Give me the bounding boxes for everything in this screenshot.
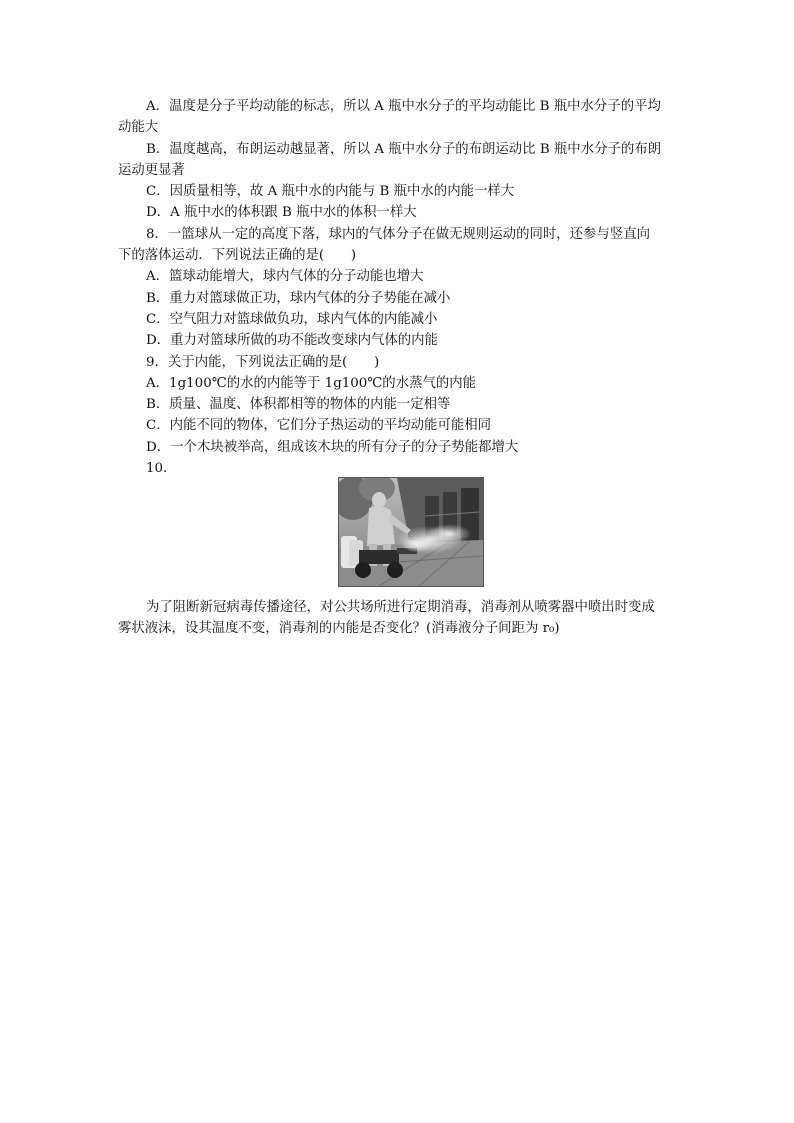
text-line: D．A 瓶中水的体积跟 B 瓶中水的体积一样大 (146, 205, 417, 221)
text-line: C．因质量相等，故 A 瓶中水的内能与 B 瓶中水的内能一样大 (146, 184, 515, 200)
text-line: B．温度越高，布朗运动越显著，所以 A 瓶中水分子的布朗运动比 B 瓶中水分子的布朗 (146, 141, 662, 157)
option-d: D．一个木块被举高，组成该木块的所有分子的分子势能都增大 (146, 439, 519, 455)
text-line: 动能大 (118, 120, 159, 136)
question-10-stem-cont: 雾状液沫，设其温度不变，消毒剂的内能是否变化？(消毒液分子间距为 r₀) (118, 621, 560, 637)
option-d: D．重力对篮球所做的功不能改变球内气体的内能 (146, 333, 438, 349)
photo-drawing (339, 478, 483, 586)
text-line: A．温度是分子平均动能的标志，所以 A 瓶中水分子的平均动能比 B 瓶中水分子的平均 (146, 99, 661, 114)
question-8-stem-cont: 下的落体运动．下列说法正确的是( ) (118, 248, 357, 264)
question-9-stem: 9．关于内能，下列说法正确的是( ) (146, 354, 380, 370)
question-block-bottom (118, 597, 684, 640)
question-block-top (118, 96, 684, 479)
text-line: 运动更显著 (118, 162, 185, 178)
disinfection-photo (338, 477, 484, 587)
option-a: A．1g100℃的水的内能等于 1g100℃的水蒸气的内能 (146, 375, 477, 391)
question-8-stem: 8．一篮球从一定的高度下落，球内的气体分子在做无规则运动的同时，还参与竖直向 (146, 226, 650, 242)
option-c: C．空气阻力对篮球做负功，球内气体的内能减小 (146, 311, 438, 327)
option-b: B．质量、温度、体积都相等的物体的内能一定相等 (146, 397, 451, 413)
question-10-stem: 为了阻断新冠病毒传播途径，对公共场所进行定期消毒，消毒剂从喷雾器中喷出时变成 (146, 600, 655, 615)
question-10-number: 10． (146, 461, 177, 477)
option-a: A．篮球动能增大，球内气体的分子动能也增大 (146, 269, 424, 285)
option-b: B．重力对篮球做正功，球内气体的分子势能在减小 (146, 290, 451, 306)
option-c: C．内能不同的物体，它们分子热运动的平均动能可能相同 (146, 418, 492, 434)
